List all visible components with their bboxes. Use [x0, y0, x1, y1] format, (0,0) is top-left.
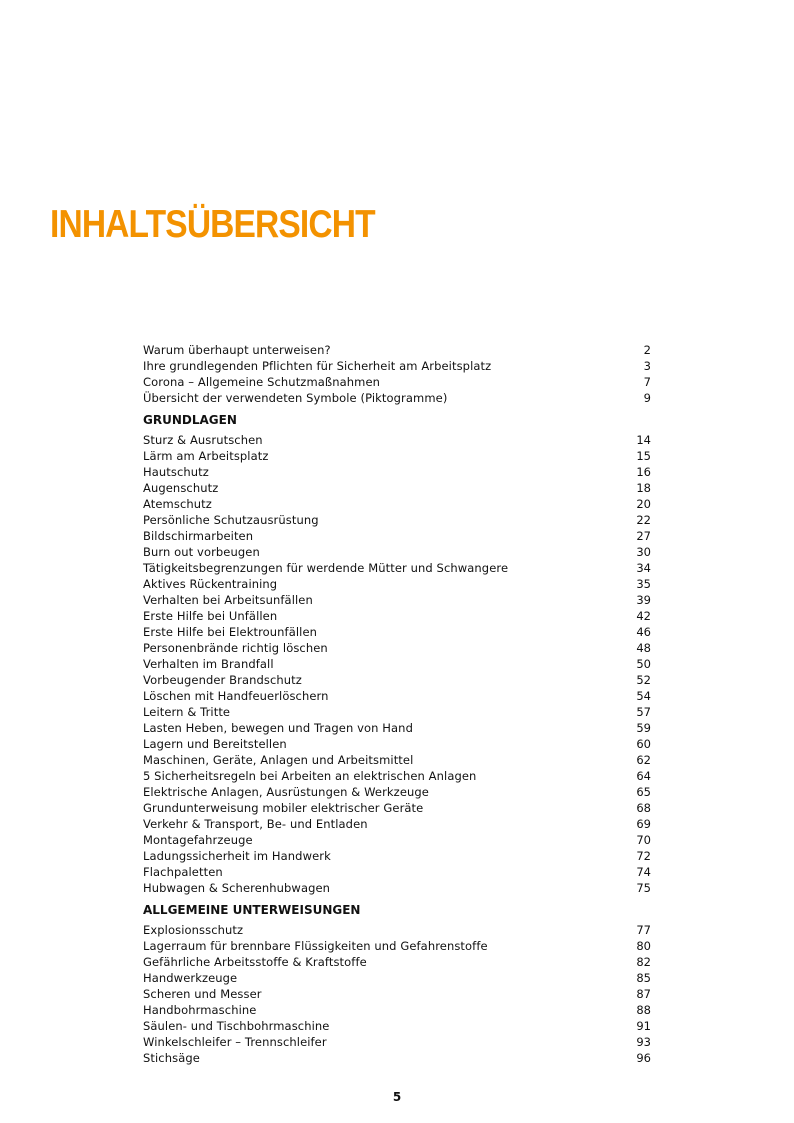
toc-entry-page: 50 [636, 657, 651, 671]
toc-entry-page: 52 [636, 673, 651, 687]
toc-entry [143, 448, 651, 464]
toc-entry [143, 768, 651, 784]
toc-entry [143, 784, 651, 800]
toc-entry-label: Lagern und Bereitstellen [143, 737, 287, 751]
page-title: INHALTSÜBERSICHT [50, 203, 375, 246]
toc-entry [143, 1018, 651, 1034]
toc-entry-page: 57 [636, 705, 651, 719]
toc-entry [143, 1034, 651, 1050]
toc-entry-label: Augenschutz [143, 481, 219, 495]
toc-entry-label: Sturz & Ausrutschen [143, 433, 263, 447]
toc-entry-label: Explosionsschutz [143, 923, 244, 937]
toc-entry-label: Grundunterweisung mobiler elektrischer Geräte [143, 801, 424, 815]
toc-entry-label: Warum überhaupt unterweisen? [143, 343, 331, 357]
toc-entry-label: Übersicht der verwendeten Symbole (Piktogramme) [143, 391, 448, 405]
toc-entry-page: 20 [636, 497, 651, 511]
toc-entry [143, 608, 651, 624]
toc-entry [143, 560, 651, 576]
toc-entry-label: Handwerkzeuge [143, 971, 238, 985]
toc-entry-page: 9 [643, 391, 651, 405]
toc-entry-label: Scheren und Messer [143, 987, 262, 1001]
toc-entry-page: 7 [643, 375, 651, 389]
toc-entry [143, 672, 651, 688]
toc-entry [143, 970, 651, 986]
toc-entry-label: Stichsäge [143, 1051, 200, 1065]
toc-entry-label: Gefährliche Arbeitsstoffe & Kraftstoffe [143, 955, 367, 969]
toc-entry-label: Atemschutz [143, 497, 212, 511]
toc-entry-page: 2 [643, 343, 651, 357]
toc-entry-page: 16 [636, 465, 651, 479]
toc-entry [143, 374, 651, 390]
toc-entry-label: Bildschirmarbeiten [143, 529, 254, 543]
toc-entry [143, 390, 651, 406]
toc-entry-page: 64 [636, 769, 651, 783]
toc-entry [143, 752, 651, 768]
toc-entry [143, 592, 651, 608]
toc-entry [143, 432, 651, 448]
toc-entry [143, 954, 651, 970]
toc-entry-label: Aktives Rückentraining [143, 577, 278, 591]
toc-entry [143, 832, 651, 848]
toc-entry [143, 544, 651, 560]
toc-entry-page: 59 [636, 721, 651, 735]
toc-entry-label: Burn out vorbeugen [143, 545, 260, 559]
toc-entry [143, 464, 651, 480]
toc-entry [143, 736, 651, 752]
toc-entry-label: Löschen mit Handfeuerlöschern [143, 689, 329, 703]
toc-entry-page: 88 [636, 1003, 651, 1017]
toc-entry-label: Personenbrände richtig löschen [143, 641, 328, 655]
table-of-contents [143, 342, 651, 1066]
toc-entry-page: 87 [636, 987, 651, 1001]
toc-entry-page: 70 [636, 833, 651, 847]
toc-entry [143, 512, 651, 528]
toc-entry-label: Verhalten bei Arbeitsunfällen [143, 593, 313, 607]
toc-entry-label: Ladungssicherheit im Handwerk [143, 849, 331, 863]
toc-entry-label: Lasten Heben, bewegen und Tragen von Hand [143, 721, 413, 735]
toc-entry [143, 938, 651, 954]
toc-entry-label: Lagerraum für brennbare Flüssigkeiten und Gefahrenstoffe [143, 939, 488, 953]
toc-entry [143, 880, 651, 896]
toc-entry-page: 39 [636, 593, 651, 607]
toc-entry-page: 15 [636, 449, 651, 463]
toc-entry-label: Erste Hilfe bei Unfällen [143, 609, 278, 623]
toc-entry-label: Winkelschleifer – Trennschleifer [143, 1035, 327, 1049]
toc-entry [143, 816, 651, 832]
toc-entry-page: 34 [636, 561, 651, 575]
toc-entry-page: 35 [636, 577, 651, 591]
toc-entry [143, 358, 651, 374]
toc-entry-page: 18 [636, 481, 651, 495]
toc-entry [143, 576, 651, 592]
toc-entry [143, 864, 651, 880]
toc-entry-page: 48 [636, 641, 651, 655]
toc-entry-page: 85 [636, 971, 651, 985]
toc-entry [143, 1002, 651, 1018]
toc-entry-page: 22 [636, 513, 651, 527]
toc-entry-page: 46 [636, 625, 651, 639]
toc-entry-page: 42 [636, 609, 651, 623]
toc-entry [143, 720, 651, 736]
toc-entry-label: Vorbeugender Brandschutz [143, 673, 302, 687]
toc-entry-page: 65 [636, 785, 651, 799]
toc-entry [143, 848, 651, 864]
toc-entry-label: Maschinen, Geräte, Anlagen und Arbeitsmittel [143, 753, 414, 767]
toc-entry-page: 27 [636, 529, 651, 543]
toc-entry [143, 624, 651, 640]
toc-entry-label: Montagefahrzeuge [143, 833, 253, 847]
toc-entry [143, 640, 651, 656]
toc-entry [143, 656, 651, 672]
toc-entry [143, 688, 651, 704]
toc-entry-page: 77 [636, 923, 651, 937]
toc-entry-page: 68 [636, 801, 651, 815]
toc-entry-label: Corona – Allgemeine Schutzmaßnahmen [143, 375, 381, 389]
toc-entry-page: 74 [636, 865, 651, 879]
toc-entry-label: Verhalten im Brandfall [143, 657, 274, 671]
toc-entry-page: 96 [636, 1051, 651, 1065]
toc-entry [143, 528, 651, 544]
toc-entry-label: Flachpaletten [143, 865, 223, 879]
toc-entry-label: Hautschutz [143, 465, 209, 479]
toc-entry-page: 80 [636, 939, 651, 953]
toc-entry [143, 496, 651, 512]
toc-entry-label: Handbohrmaschine [143, 1003, 257, 1017]
toc-entry [143, 1050, 651, 1066]
toc-entry-label: Tätigkeitsbegrenzungen für werdende Mütter und Schwangere [143, 561, 509, 575]
toc-entry-label: Erste Hilfe bei Elektrounfällen [143, 625, 318, 639]
toc-entry-page: 75 [636, 881, 651, 895]
toc-entry-page: 69 [636, 817, 651, 831]
toc-section-heading: GRUNDLAGEN [143, 413, 237, 427]
toc-entry [143, 342, 651, 358]
page-number: 5 [392, 1090, 402, 1104]
toc-entry [143, 800, 651, 816]
toc-entry-page: 91 [636, 1019, 651, 1033]
toc-entry-page: 72 [636, 849, 651, 863]
toc-entry-label: Hubwagen & Scherenhubwagen [143, 881, 331, 895]
toc-entry-page: 93 [636, 1035, 651, 1049]
toc-entry [143, 922, 651, 938]
toc-entry-label: Säulen- und Tischbohrmaschine [143, 1019, 330, 1033]
toc-entry-label: Leitern & Tritte [143, 705, 231, 719]
toc-entry-label: Verkehr & Transport, Be- und Entladen [143, 817, 368, 831]
toc-entry-page: 60 [636, 737, 651, 751]
toc-entry [143, 480, 651, 496]
toc-entry-label: Persönliche Schutzausrüstung [143, 513, 319, 527]
toc-entry [143, 704, 651, 720]
toc-entry-label: Elektrische Anlagen, Ausrüstungen & Werkzeuge [143, 785, 429, 799]
toc-entry-page: 62 [636, 753, 651, 767]
toc-entry-page: 54 [636, 689, 651, 703]
toc-entry-label: Lärm am Arbeitsplatz [143, 449, 269, 463]
toc-entry-page: 82 [636, 955, 651, 969]
toc-entry-page: 14 [636, 433, 651, 447]
toc-entry [143, 986, 651, 1002]
toc-section-heading: ALLGEMEINE UNTERWEISUNGEN [143, 903, 361, 917]
toc-entry-label: 5 Sicherheitsregeln bei Arbeiten an elektrischen Anlagen [143, 769, 477, 783]
toc-entry-page: 3 [643, 359, 651, 373]
toc-entry-page: 30 [636, 545, 651, 559]
toc-entry-label: Ihre grundlegenden Pflichten für Sicherheit am Arbeitsplatz [143, 359, 492, 373]
